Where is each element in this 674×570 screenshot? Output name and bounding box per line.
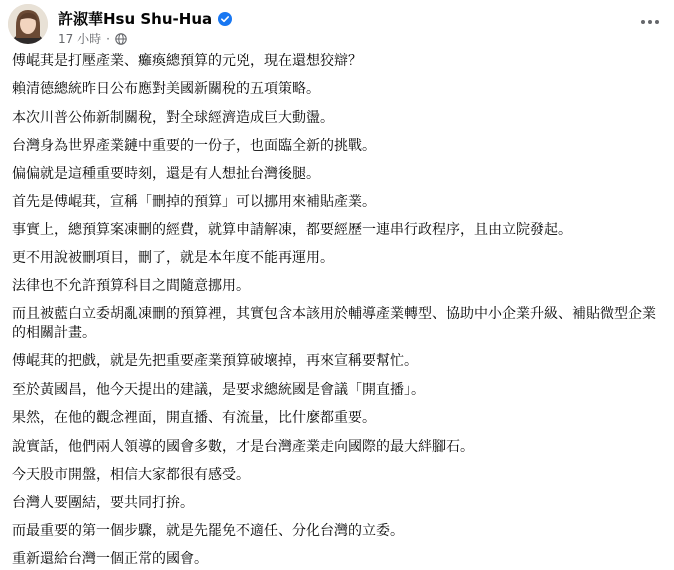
post-paragraph: 法律也不允許預算科目之間隨意挪用。 [12, 278, 250, 294]
verified-badge-icon [218, 12, 232, 26]
post-paragraph: 說實話，他們兩人領導的國會多數，才是台灣產業走向國際的最大絆腳石。 [12, 439, 474, 455]
post-meta [58, 30, 127, 47]
post-paragraph: 傅崐萁的把戲，就是先把重要產業預算破壞掉，再來宣稱要幫忙。 [12, 353, 418, 369]
profile-photo [8, 4, 48, 44]
more-dots-icon [640, 19, 660, 25]
post-paragraph: 而最重要的第一個步驟，就是先罷免不適任、分化台灣的立委。 [12, 523, 404, 539]
author-name-text[interactable]: 許淑華Hsu Shu-Hua [58, 10, 213, 28]
post-paragraph: 本次川普公佈新制關稅，對全球經濟造成巨大動盪。 [12, 110, 334, 126]
post-paragraph: 傅崐萁是打壓產業、癱瘓總預算的元兇，現在還想狡辯？ [12, 53, 362, 69]
post-timestamp[interactable]: 17 小時 [58, 32, 102, 46]
post-paragraph: 而且被藍白立委胡亂凍刪的預算裡，其實包含本該用於輔導產業轉型、協助中小企業升級、補貼微型企業的相關計畫。 [12, 306, 656, 341]
post-paragraph: 事實上，總預算案凍刪的經費，就算申請解凍，都要經歷一連串行政程序，且由立院發起。 [12, 222, 572, 238]
post-paragraph: 更不用說被刪項目，刪了，就是本年度不能再運用。 [12, 250, 334, 266]
post-paragraph: 重新還給台灣一個正常的國會。 [12, 551, 208, 567]
post-paragraph: 偏偏就是這種重要時刻，還是有人想扯台灣後腿。 [12, 166, 320, 182]
more-options-button[interactable] [638, 12, 662, 32]
post-paragraph: 台灣人要團結，要共同打拚。 [12, 495, 194, 511]
post-paragraph: 果然，在他的觀念裡面，開直播、有流量，比什麼都重要。 [12, 410, 376, 426]
post-paragraph: 至於黃國昌，他今天提出的建議，是要求總統國是會議「開直播」。 [12, 382, 425, 398]
avatar[interactable] [8, 4, 48, 44]
public-globe-icon[interactable] [115, 33, 127, 45]
post-paragraph: 今天股市開盤，相信大家都很有感受。 [12, 467, 250, 483]
post-paragraph: 台灣身為世界產業鏈中重要的一份子，也面臨全新的挑戰。 [12, 138, 376, 154]
post-paragraph: 首先是傅崐萁，宣稱「刪掉的預算」可以挪用來補貼產業。 [12, 194, 376, 210]
post-header [0, 0, 674, 50]
author-name[interactable] [58, 8, 232, 29]
meta-separator: · [106, 31, 110, 46]
post-paragraph: 賴清德總統昨日公布應對美國新關稅的五項策略。 [12, 81, 320, 97]
